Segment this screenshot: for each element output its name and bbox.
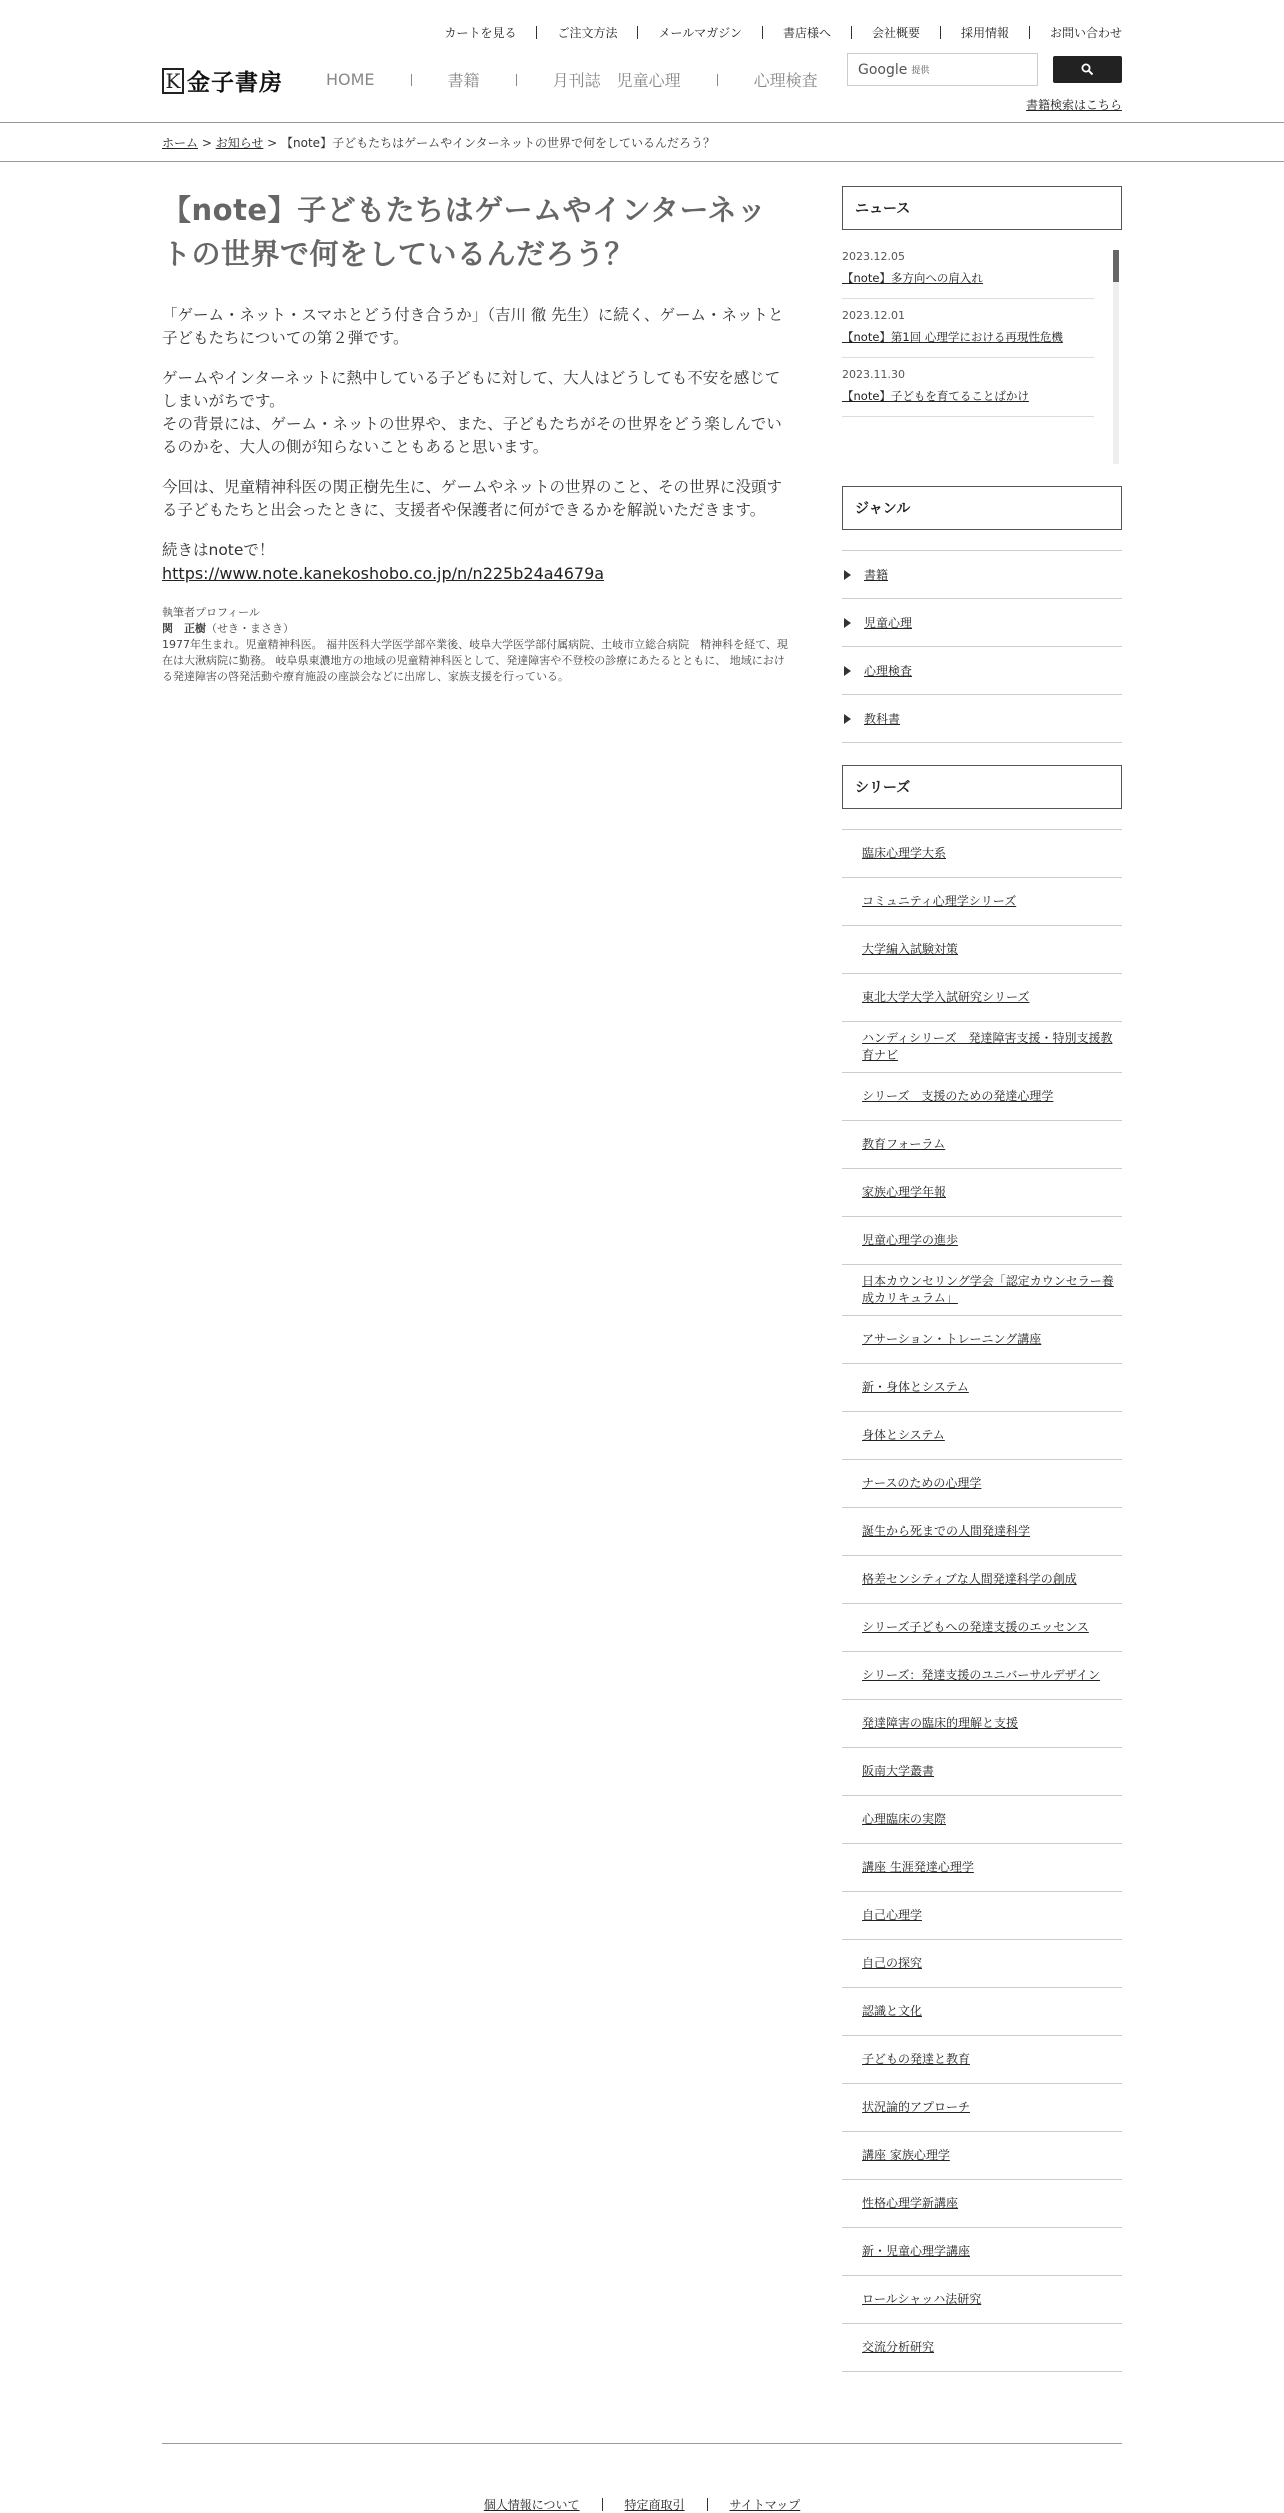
series-label[interactable]: 交流分析研究: [862, 2340, 935, 2354]
breadcrumb-sep: >: [198, 136, 216, 150]
series-label[interactable]: 性格心理学新講座: [862, 2196, 959, 2210]
genre-label[interactable]: 心理検査: [864, 664, 913, 678]
series-label[interactable]: 心理臨床の実際: [862, 1812, 947, 1826]
series-label[interactable]: 阪南大学叢書: [862, 1764, 935, 1778]
series-item[interactable]: [842, 1604, 1122, 1652]
nav-home[interactable]: HOME: [326, 70, 375, 89]
series-label[interactable]: ロールシャッハ法研究: [862, 2292, 982, 2306]
series-item[interactable]: [842, 1844, 1122, 1892]
breadcrumb-current: 【note】子どもたちはゲームやインターネットの世界で何をしているんだろう？: [281, 136, 715, 150]
util-recruit-link[interactable]: 採用情報: [960, 26, 1009, 40]
article: [162, 188, 792, 685]
series-label[interactable]: 東北大学大学入試研究シリーズ: [862, 990, 1030, 1004]
util-company-link[interactable]: 会社概要: [871, 26, 920, 40]
series-heading: シリーズ: [842, 765, 1122, 809]
series-item[interactable]: [842, 2036, 1122, 2084]
series-label[interactable]: 自己の探究: [862, 1956, 923, 1970]
genre-label[interactable]: 教科書: [864, 712, 901, 726]
nav-books[interactable]: 書籍: [447, 71, 480, 90]
breadcrumb-news[interactable]: お知らせ: [215, 136, 264, 150]
triangle-right-icon: [844, 570, 851, 580]
advanced-search-link[interactable]: 書籍検索はこちら: [1025, 98, 1122, 112]
series-item[interactable]: [842, 1265, 1122, 1316]
series-item[interactable]: [842, 1988, 1122, 2036]
google-sub: 提供: [911, 66, 930, 76]
util-bookstore-link[interactable]: 書店様へ: [782, 26, 831, 40]
series-item[interactable]: [842, 830, 1122, 878]
series-item[interactable]: [842, 878, 1122, 926]
breadcrumb: [162, 134, 715, 151]
series-label[interactable]: 臨床心理学大系: [862, 846, 947, 860]
logo-mark: K: [162, 68, 184, 94]
series-item[interactable]: [842, 1121, 1122, 1169]
series-label[interactable]: 子どもの発達と教育: [862, 2052, 971, 2066]
series-item[interactable]: [842, 1508, 1122, 1556]
breadcrumb-sep: >: [263, 136, 282, 150]
news-date: 2023.12.05: [842, 250, 905, 263]
series-label[interactable]: シリーズ子どもへの発達支援のエッセンス: [862, 1620, 1089, 1634]
series-item[interactable]: [842, 1316, 1122, 1364]
search-icon: [1081, 63, 1094, 76]
series-item[interactable]: [842, 1169, 1122, 1217]
news-title[interactable]: 【note】多方向への肩入れ: [842, 271, 983, 285]
genre-list: [842, 550, 1122, 743]
footer-privacy-link[interactable]: 個人情報について: [483, 2498, 580, 2512]
genre-label[interactable]: 書籍: [864, 568, 889, 582]
series-label[interactable]: コミュニティ心理学シリーズ: [862, 894, 1017, 908]
main-nav: [326, 68, 818, 91]
series-item[interactable]: [842, 974, 1122, 1022]
footer-sitemap-link[interactable]: サイトマップ: [729, 2498, 801, 2512]
series-label[interactable]: 認識と文化: [862, 2004, 923, 2018]
news-date: 2023.12.01: [842, 309, 905, 322]
series-label[interactable]: 状況論的アプローチ: [862, 2100, 971, 2114]
series-label[interactable]: 自己心理学: [862, 1908, 923, 1922]
breadcrumb-home[interactable]: ホーム: [162, 136, 199, 150]
scroll-thumb[interactable]: [1113, 250, 1119, 282]
profile-label: 執筆者プロフィール: [162, 606, 260, 619]
search-button[interactable]: [1053, 56, 1122, 83]
series-item[interactable]: [842, 1556, 1122, 1604]
series-label[interactable]: 大学編入試験対策: [862, 942, 959, 956]
genre-heading: ジャンル: [842, 486, 1122, 530]
series-item[interactable]: [842, 2276, 1122, 2324]
note-link[interactable]: https://www.note.kanekoshobo.co.jp/n/n225b24a4679a: [162, 564, 605, 583]
series-label[interactable]: 格差センシティブな人間発達科学の創成: [862, 1572, 1077, 1586]
genre-label[interactable]: 児童心理: [864, 616, 913, 630]
genre-item[interactable]: [842, 599, 1122, 647]
series-item[interactable]: [842, 1748, 1122, 1796]
series-label[interactable]: シリーズ 支援のための発達心理学: [862, 1089, 1054, 1103]
util-cart-link[interactable]: カートを見る: [444, 26, 517, 40]
news-item[interactable]: [842, 250, 1094, 299]
breadcrumb-divider: [0, 161, 1284, 162]
series-label[interactable]: 新・児童心理学講座: [862, 2244, 971, 2258]
article-paragraph: 「ゲーム・ネット・スマホとどう付き合うか」（吉川 徹 先生）に続く、ゲーム・ネットと子どもたちについての第２弾です。: [162, 306, 784, 347]
util-newsletter-link[interactable]: メールマガジン: [658, 26, 742, 40]
utility-nav: [424, 24, 1122, 41]
series-item[interactable]: [842, 2132, 1122, 2180]
article-line: その背景には、ゲーム・ネットの世界や、また、子どもたちがその世界をどう楽しんでいるのかを、大人の側が知らないこともあると思います。: [162, 415, 782, 456]
series-item[interactable]: [842, 1364, 1122, 1412]
footer-commerce-link[interactable]: 特定商取引: [624, 2498, 685, 2512]
news-scrollbar[interactable]: [1113, 250, 1119, 464]
genre-item[interactable]: [842, 551, 1122, 599]
divider: [516, 74, 517, 86]
logo-text: 金子書房: [187, 70, 283, 96]
news-item[interactable]: [842, 358, 1094, 417]
series-item[interactable]: [842, 1073, 1122, 1121]
news-item[interactable]: [842, 299, 1094, 358]
news-title[interactable]: 【note】子どもを育てることばかけ: [842, 389, 1029, 403]
series-item[interactable]: [842, 1892, 1122, 1940]
series-label[interactable]: 講座 生涯発達心理学: [862, 1860, 974, 1874]
profile-name-row: [162, 621, 792, 637]
footer-divider: [162, 2443, 1122, 2444]
series-label[interactable]: 新・身体とシステム: [862, 1380, 969, 1394]
google-brand: Google: [858, 61, 908, 78]
series-item[interactable]: [842, 2180, 1122, 2228]
series-label[interactable]: 身体とシステム: [862, 1428, 945, 1442]
author-profile: [162, 605, 792, 685]
series-item[interactable]: [842, 1412, 1122, 1460]
series-item[interactable]: [842, 1700, 1122, 1748]
news-date: 2023.11.30: [842, 368, 905, 381]
series-label[interactable]: 講座 家族心理学: [862, 2148, 950, 2162]
series-list: [842, 829, 1122, 2372]
profile-name: 関 正樹: [162, 622, 206, 635]
series-item[interactable]: [842, 926, 1122, 974]
series-label[interactable]: ナースのための心理学: [862, 1476, 982, 1490]
series-item[interactable]: [842, 2228, 1122, 2276]
series-item[interactable]: [842, 1217, 1122, 1265]
news-title[interactable]: 【note】第1回 心理学における再現性危機: [842, 330, 1063, 344]
continue-text: 続きはnoteで！: [162, 541, 275, 559]
article-paragraph: [162, 539, 792, 585]
article-paragraph: [162, 367, 792, 459]
search-input[interactable]: [847, 53, 1038, 86]
divider: [411, 74, 412, 86]
series-item[interactable]: [842, 1022, 1122, 1073]
header-divider: [0, 122, 1284, 123]
series-label[interactable]: 教育フォーラム: [862, 1137, 946, 1151]
series-label[interactable]: 家族心理学年報: [862, 1185, 947, 1199]
genre-item[interactable]: [842, 647, 1122, 695]
series-item[interactable]: [842, 1652, 1122, 1700]
page-title: 【note】子どもたちはゲームやインターネットの世界で何をしているんだろう？: [162, 193, 767, 271]
series-item[interactable]: [842, 2084, 1122, 2132]
series-label[interactable]: ハンディシリーズ 発達障害支援・特別支援教育ナビ: [862, 1031, 1113, 1062]
series-item[interactable]: [842, 1796, 1122, 1844]
series-label[interactable]: 誕生から死までの人間発達科学: [862, 1524, 1031, 1538]
series-item[interactable]: [842, 1940, 1122, 1988]
series-label[interactable]: 発達障害の臨床的理解と支援: [862, 1716, 1019, 1730]
series-label[interactable]: 日本カウンセリング学会「認定カウンセラー養成カリキュラム」: [862, 1274, 1114, 1305]
genre-item[interactable]: [842, 695, 1122, 743]
series-item[interactable]: [842, 1460, 1122, 1508]
nav-magazine[interactable]: 月刊誌 児童心理: [552, 71, 681, 90]
series-item[interactable]: [842, 2324, 1122, 2372]
news-list: [842, 250, 1122, 464]
series-label[interactable]: シリーズ：発達支援のユニバーサルデザイン: [862, 1668, 1100, 1682]
nav-tests[interactable]: 心理検査: [753, 71, 818, 90]
triangle-right-icon: [844, 618, 851, 628]
sidebar: [842, 186, 1122, 2372]
site-logo[interactable]: [162, 64, 283, 97]
util-contact-link[interactable]: お問い合わせ: [1049, 26, 1122, 40]
article-line: ゲームやインターネットに熱中している子どもに対して、大人はどうしても不安を感じてしまいがちです。: [162, 369, 781, 410]
triangle-right-icon: [844, 714, 851, 724]
news-heading: ニュース: [842, 186, 1122, 230]
footer-nav: [0, 2496, 1284, 2513]
divider: [717, 74, 718, 86]
triangle-right-icon: [844, 666, 851, 676]
profile-kana: （せき・まさき）: [206, 622, 294, 635]
series-label[interactable]: アサーション・トレーニング講座: [862, 1332, 1042, 1346]
article-paragraph: 今回は、児童精神科医の関正樹先生に、ゲームやネットの世界のこと、その世界に没頭する子どもたちと出会ったときに、支援者や保護者に何ができるかを解説いただきます。: [162, 478, 783, 519]
profile-body: 1977年生まれ。児童精神科医。 福井医科大学医学部卒業後、岐阜大学医学部付属病院、土岐市立総合病院 精神科を経て、現在は大湫病院に勤務。 岐阜県東濃地方の地域の児童精神科医として、発達障害や不登校の診療にあたるとともに、 地域における発達障害の啓発活動や療育施設の座談会などに出席し、家族支援を行っている。: [162, 638, 788, 683]
util-order-link[interactable]: ご注文方法: [557, 26, 618, 40]
series-label[interactable]: 児童心理学の進歩: [862, 1233, 959, 1247]
